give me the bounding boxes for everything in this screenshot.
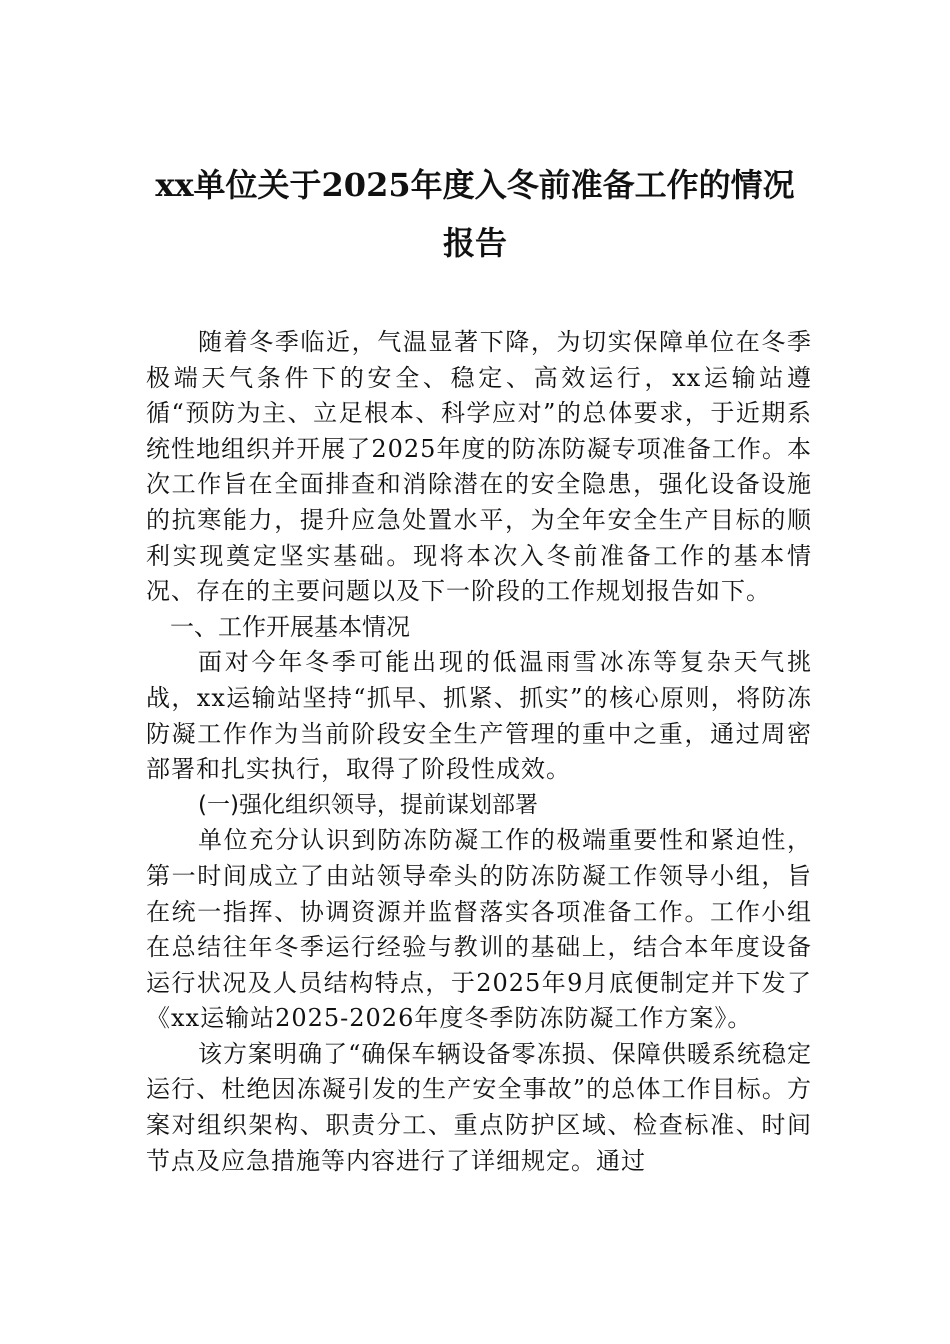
intro-paragraph: 随着冬季临近，气温显著下降，为切实保障单位在冬季极端天气条件下的安全、稳定、高效运行，xx运输站遵循“预防为主、立足根本、科学应对”的总体要求，于近期系统性地组织并开展了2025年度的防冻防凝专项准备工作。本次工作旨在全面排查和消除潜在的安全隐患，强化设备设施的抗寒能力，提升应急处置水平，为全年安全生产目标的顺利实现奠定坚实基础。现将本次入冬前准备工作的基本情况、存在的主要问题以及下一阶段的工作规划报告如下。 <box>146 328 812 606</box>
section-1-heading: 一、工作开展基本情况 <box>170 612 410 641</box>
section-1-intro-paragraph: 面对今年冬季可能出现的低温雨雪冰冻等复杂天气挑战，xx运输站坚持“抓早、抓紧、抓实”的核心原则，将防冻防凝工作作为当前阶段安全生产管理的重中之重，通过周密部署和扎实执行，取得了阶段性成效。 <box>146 648 812 784</box>
document-title: xx单位关于2025年度入冬前准备工作的情况报告 <box>155 166 795 262</box>
subsection-1-paragraph-1: 单位充分认识到防冻防凝工作的极端重要性和紧迫性，第一时间成立了由站领导牵头的防冻防凝工作领导小组，旨在统一指挥、协调资源并监督落实各项准备工作。工作小组在总结往年冬季运行经验与教训的基础上，结合本年度设备运行状况及人员结构特点，于2025年9月底便制定并下发了《xx运输站2025-2026年度冬季防冻防凝工作方案》。 <box>146 826 812 1033</box>
document-body <box>146 325 812 1179</box>
subsection-1-paragraph-2: 该方案明确了“确保车辆设备零冻损、保障供暖系统稳定运行、杜绝因冻凝引发的生产安全事故”的总体工作目标。方案对组织架构、职责分工、重点防护区域、检查标准、时间节点及应急措施等内容进行了详细规定。通过 <box>146 1039 812 1175</box>
subsection-1-heading: (一)强化组织领导，提前谋划部署 <box>198 791 538 818</box>
